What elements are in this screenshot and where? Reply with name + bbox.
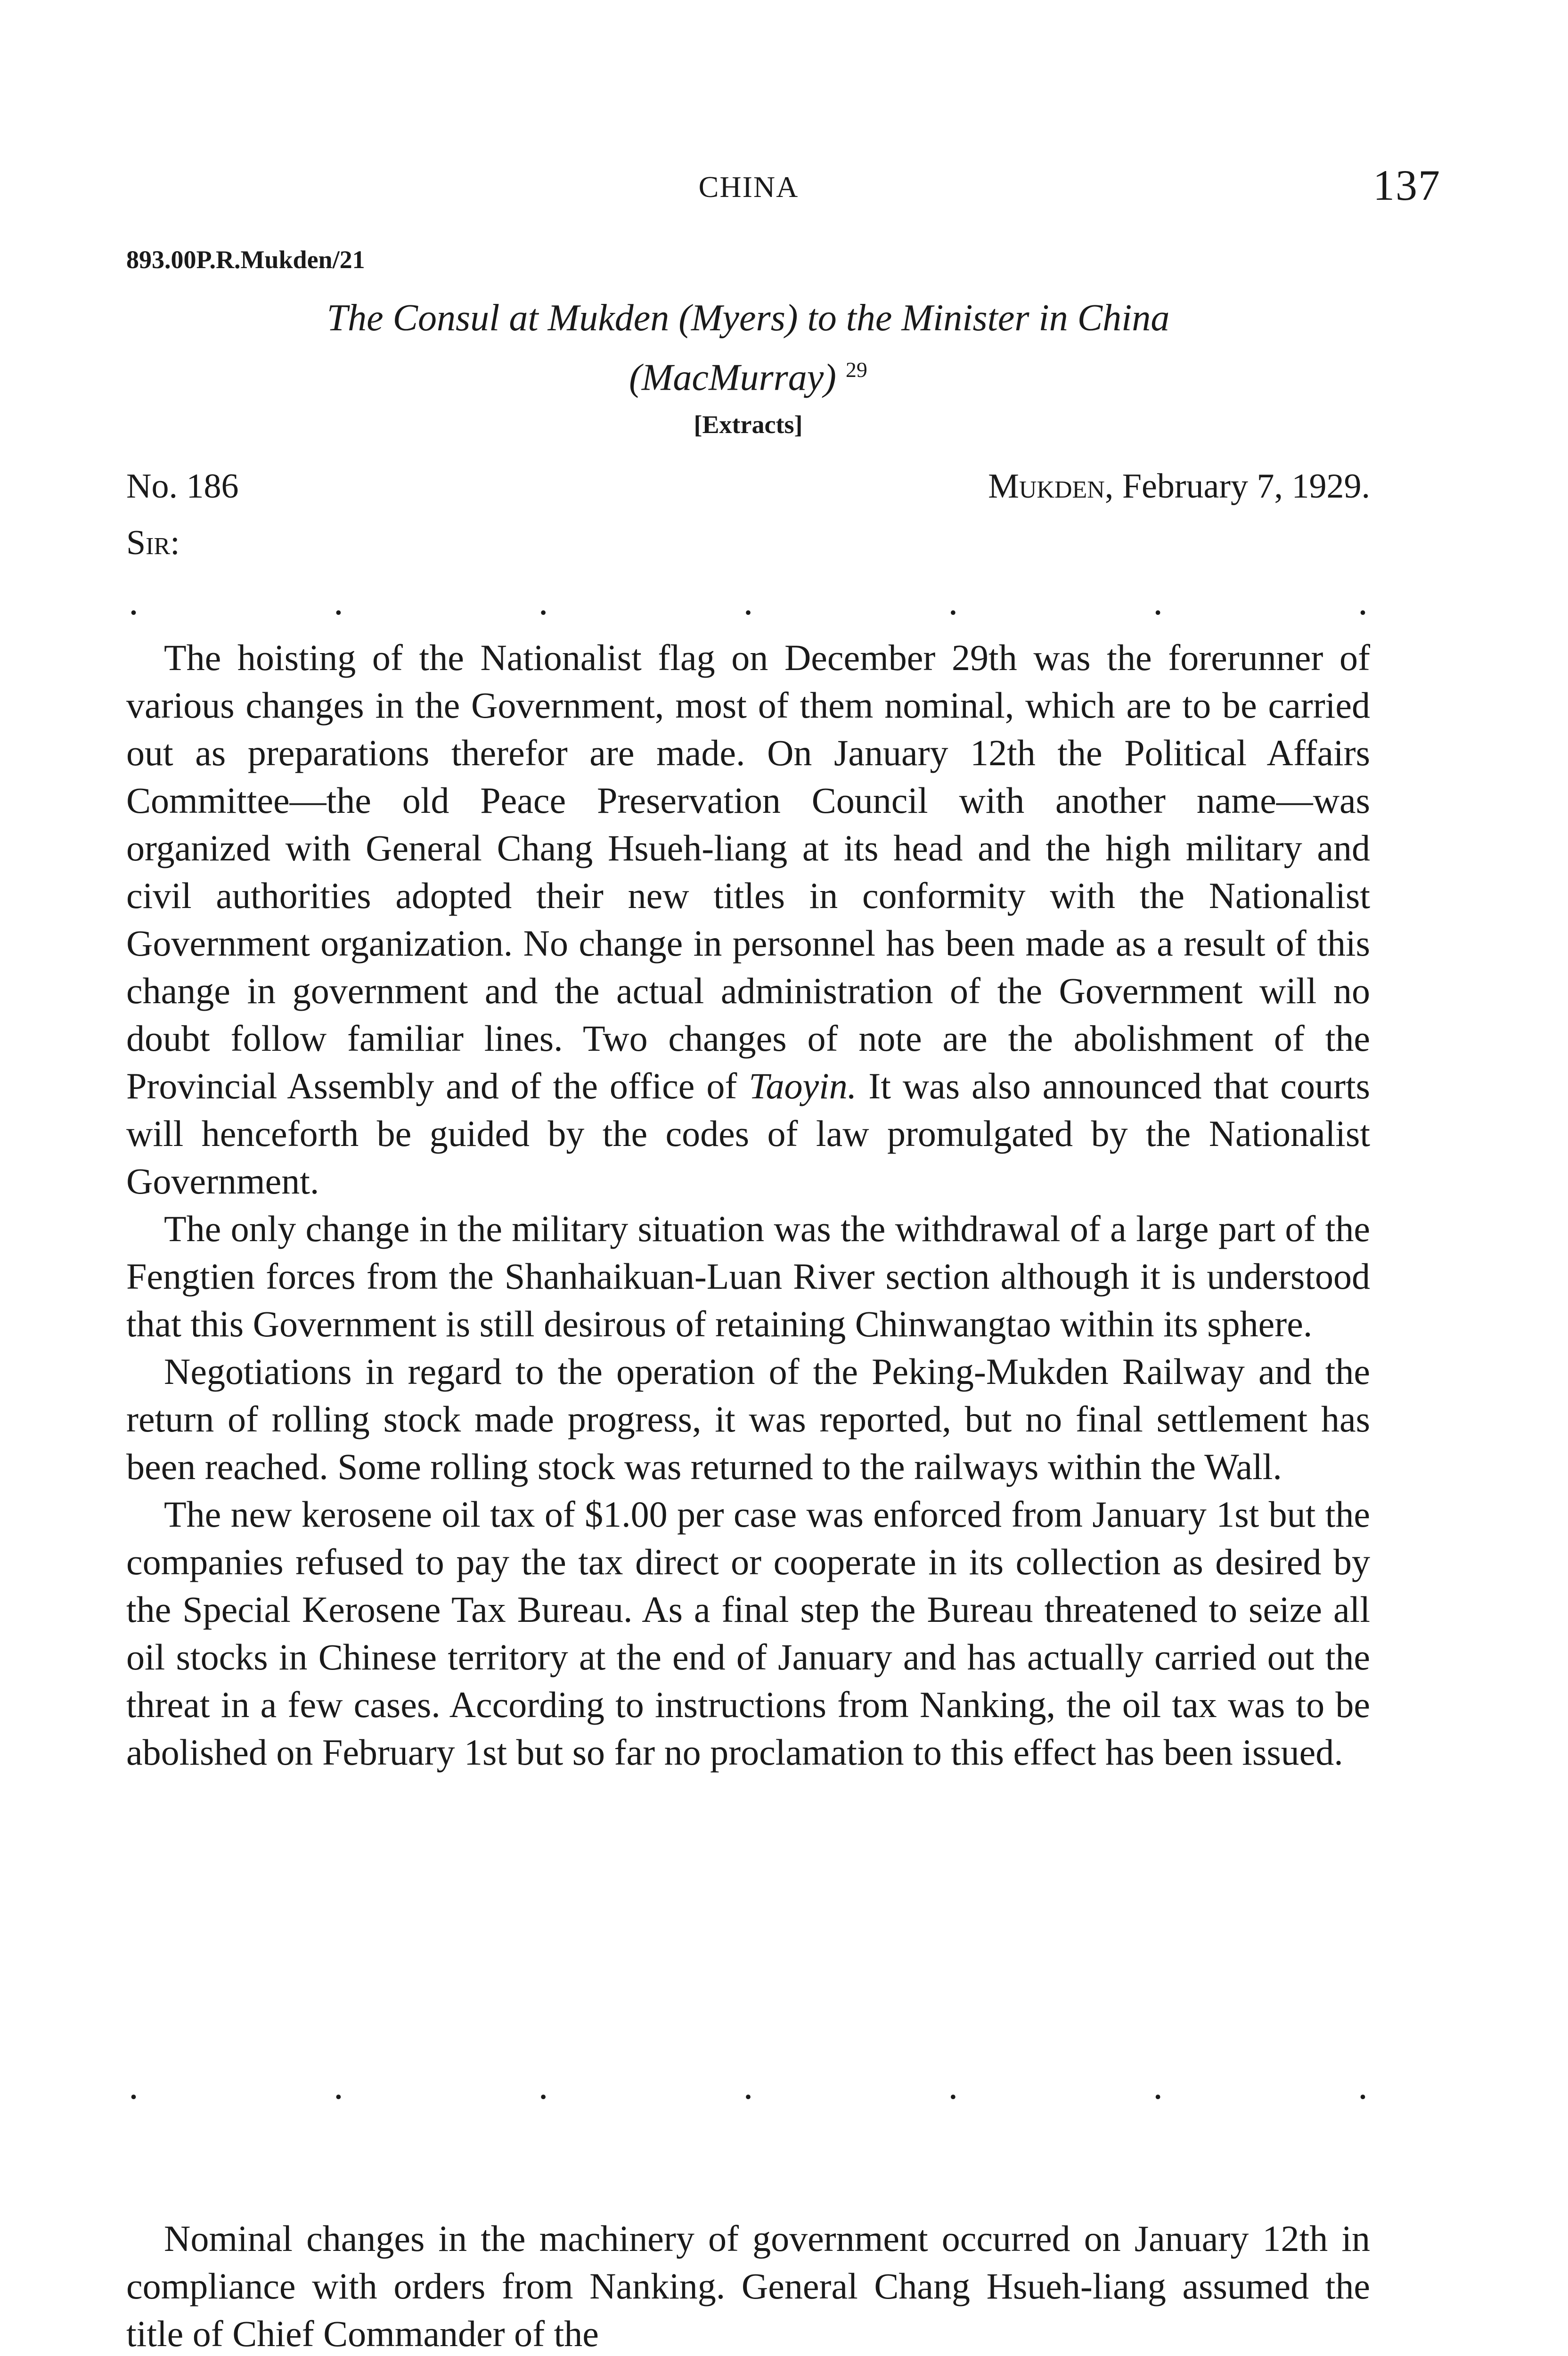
ellipsis-dot: .	[949, 589, 957, 621]
ellipsis-row	[126, 589, 1370, 621]
place: Mukden	[988, 467, 1105, 506]
ellipsis-dot: .	[1359, 2074, 1366, 2105]
body-section-1	[126, 634, 1370, 1776]
date: , February 7, 1929.	[1104, 467, 1370, 506]
ellipsis-dot: .	[1154, 589, 1162, 621]
paragraph: Negotiations in regard to the operation of the Peking-Mukden Railway and the return of rolling stock made progress, it was reported, but no final settlement has been reached. Some rolling stock was returned to the railways within the Wall.	[126, 1351, 1370, 1487]
body-section-2	[126, 2215, 1370, 2356]
ellipsis-dot: .	[1359, 589, 1366, 621]
paragraph: Nominal changes in the machinery of government occurred on January 12th in compliance with orders from Nanking. General Chang Hsueh-liang assumed the title of Chief Commander of the	[126, 2218, 1370, 2354]
ellipsis-dot: .	[744, 589, 752, 621]
ellipsis-dot: .	[949, 2074, 957, 2105]
page-number: 137	[1373, 161, 1441, 209]
ellipsis-dot: .	[335, 589, 342, 621]
heading-footnote-ref: 29	[845, 358, 867, 382]
heading-line-2	[126, 344, 1370, 404]
ellipsis-dot: .	[539, 589, 547, 621]
place-and-date	[988, 466, 1370, 507]
file-number: 893.00P.R.Mukden/21	[126, 245, 365, 274]
running-head-title: CHINA	[698, 170, 799, 204]
ellipsis-dot: .	[335, 2074, 342, 2105]
extracts-label: [Extracts]	[694, 410, 803, 439]
ellipsis-dot: .	[130, 589, 137, 621]
taoyin-term: Taoyin.	[749, 1065, 857, 1106]
document-number: No. 186	[126, 467, 239, 506]
ellipsis-dot: .	[539, 2074, 547, 2105]
paragraph: The only change in the military situation was the withdrawal of a large part of the Fengtien forces from the Shanhaikuan-Luan River section although it is understood that this Government is still desirous of retaining Chinwangtao within its sphere.	[126, 1208, 1370, 1344]
ellipsis-dot: .	[744, 2074, 752, 2105]
document-heading	[126, 292, 1370, 404]
heading-line-1: The Consul at Mukden (Myers) to the Minister in China	[327, 297, 1170, 339]
paragraph-text-tail: It was also announced that courts will henceforth be guided by the codes of law promulgated by the Nationalist Government.	[126, 1065, 1371, 1202]
paragraph: The new kerosene oil tax of $1.00 per case was enforced from January 1st but the companies refused to pay the tax direct or cooperate in its collection as desired by the Special Kerosene Tax Bureau. As a final step the Bureau threatened to seize all oil stocks in Chinese territory at the end of January and has actually carried out the threat in a few cases. According to instructions from Nanking, the oil tax was to be abolished on February 1st but so far no proclamation to this effect has been issued.	[126, 1494, 1370, 1773]
paragraph-text: The hoisting of the Nationalist flag on December 29th was the forerunner of various changes in the Government, most of them nominal, which are to be carried out as preparations therefor are made. On January 12th the Political Affairs Committee—the old Peace Preservation Council with another name—was organized with General Chang Hsueh-liang at its head and the high military and civil authorities adopted their new titles in conformity with the Nationalist Government organization. No change in personnel has been made as a result of this change in government and the actual administration of the Government will no doubt follow familiar lines. Two changes of note are the abolishment of the Provincial Assembly and of the office of	[126, 637, 1370, 1106]
ellipsis-dot: .	[130, 2074, 137, 2105]
ellipsis-row	[126, 2073, 1370, 2105]
heading-line-2-text: (MacMurray)	[629, 357, 836, 399]
salutation: Sir:	[126, 524, 180, 562]
ellipsis-dot: .	[1154, 2074, 1162, 2105]
paragraph	[126, 634, 1370, 1205]
